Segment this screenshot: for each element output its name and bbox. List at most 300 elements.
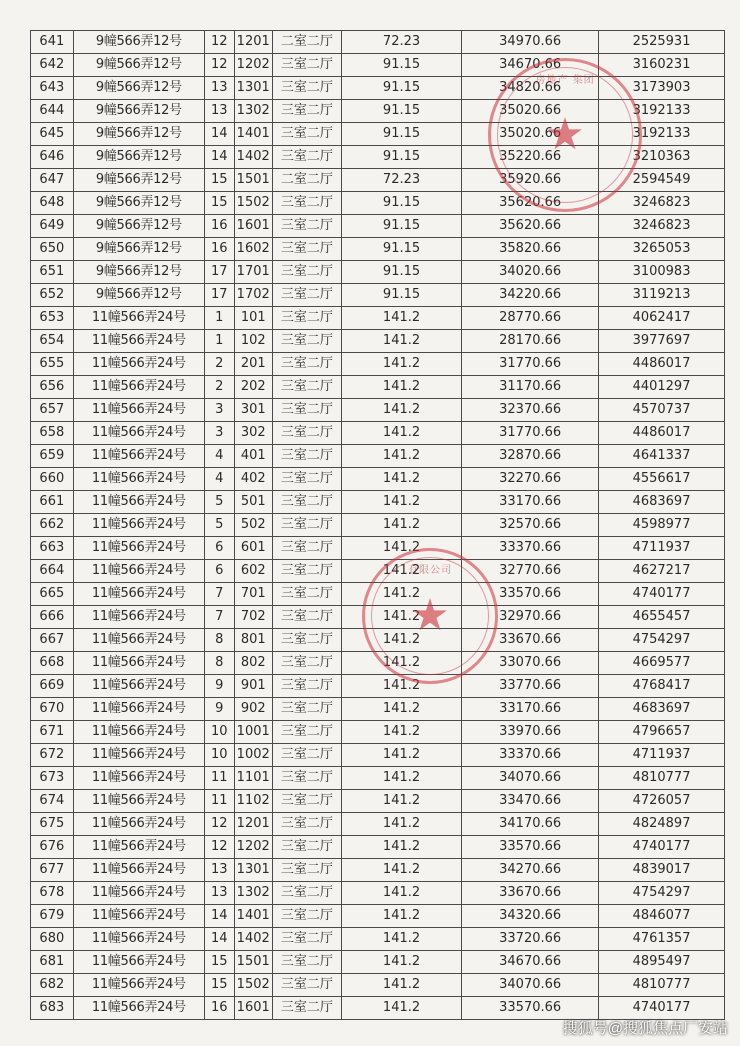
building-address-cell: 11幢566弄24号 [73,951,204,974]
area-cell: 141.2 [341,537,461,560]
company-seal-middle-text: 有限公司 [408,565,452,576]
layout-type-cell: 三室二厅 [272,652,341,675]
room-number-cell: 1101 [234,767,272,790]
total-price-cell: 4683697 [599,698,725,721]
total-price-cell: 4683697 [599,491,725,514]
table-row [31,744,725,767]
unit-price-cell: 33170.66 [462,698,599,721]
total-price-cell: 4627217 [599,560,725,583]
total-price-cell: 4796657 [599,721,725,744]
area-cell: 72.23 [341,31,461,54]
floor-cell: 14 [205,146,235,169]
table-row [31,629,725,652]
layout-type-cell: 三室二厅 [272,422,341,445]
total-price-cell: 4711937 [599,537,725,560]
floor-cell: 7 [205,606,235,629]
room-number-cell: 401 [234,445,272,468]
building-address-cell: 11幢566弄24号 [73,813,204,836]
total-price-cell: 4669577 [599,652,725,675]
room-number-cell: 501 [234,491,272,514]
area-cell: 141.2 [341,307,461,330]
table-row [31,376,725,399]
layout-type-cell: 三室二厅 [272,813,341,836]
room-number-cell: 1201 [234,813,272,836]
total-price-cell: 3119213 [599,284,725,307]
floor-cell: 10 [205,721,235,744]
total-price-cell: 4401297 [599,376,725,399]
area-cell: 91.15 [341,192,461,215]
floor-cell: 12 [205,31,235,54]
unit-price-cell: 33170.66 [462,491,599,514]
room-number-cell: 1401 [234,123,272,146]
layout-type-cell: 三室二厅 [272,859,341,882]
table-row [31,215,725,238]
table-row [31,353,725,376]
total-price-cell: 3173903 [599,77,725,100]
total-price-cell: 3192133 [599,123,725,146]
table-row [31,192,725,215]
unit-price-cell: 35620.66 [462,192,599,215]
unit-price-cell: 33370.66 [462,744,599,767]
row-number-cell: 683 [31,997,74,1020]
floor-cell: 3 [205,399,235,422]
area-cell: 141.2 [341,882,461,905]
layout-type-cell: 三室二厅 [272,330,341,353]
row-number-cell: 657 [31,399,74,422]
unit-price-cell: 33470.66 [462,790,599,813]
total-price-cell: 4486017 [599,353,725,376]
area-cell: 141.2 [341,399,461,422]
table-row [31,560,725,583]
unit-price-cell: 35620.66 [462,215,599,238]
unit-price-cell: 34070.66 [462,767,599,790]
layout-type-cell: 三室二厅 [272,560,341,583]
area-cell: 141.2 [341,353,461,376]
total-price-cell: 3265053 [599,238,725,261]
area-cell: 141.2 [341,721,461,744]
layout-type-cell: 二室二厅 [272,169,341,192]
unit-price-cell: 31770.66 [462,353,599,376]
room-number-cell: 1302 [234,882,272,905]
table-row [31,54,725,77]
table-row [31,445,725,468]
building-address-cell: 11幢566弄24号 [73,997,204,1020]
table-row [31,514,725,537]
room-number-cell: 302 [234,422,272,445]
table-row [31,422,725,445]
area-cell: 141.2 [341,767,461,790]
area-cell: 91.15 [341,100,461,123]
layout-type-cell: 三室二厅 [272,997,341,1020]
row-number-cell: 643 [31,77,74,100]
total-price-cell: 4754297 [599,882,725,905]
floor-cell: 13 [205,859,235,882]
room-number-cell: 1001 [234,721,272,744]
table-row [31,169,725,192]
layout-type-cell: 三室二厅 [272,951,341,974]
unit-price-cell: 32870.66 [462,445,599,468]
building-address-cell: 11幢566弄24号 [73,698,204,721]
unit-price-cell: 33670.66 [462,629,599,652]
row-number-cell: 674 [31,790,74,813]
layout-type-cell: 三室二厅 [272,468,341,491]
total-price-cell: 4824897 [599,813,725,836]
company-seal-top-text: 房地产 集团 [535,75,595,86]
floor-cell: 14 [205,905,235,928]
row-number-cell: 668 [31,652,74,675]
area-cell: 141.2 [341,491,461,514]
building-address-cell: 11幢566弄24号 [73,445,204,468]
row-number-cell: 676 [31,836,74,859]
area-cell: 141.2 [341,744,461,767]
floor-cell: 15 [205,951,235,974]
unit-price-cell: 35020.66 [462,123,599,146]
building-address-cell: 11幢566弄24号 [73,353,204,376]
area-cell: 141.2 [341,445,461,468]
table-row [31,238,725,261]
area-cell: 141.2 [341,629,461,652]
total-price-cell: 4895497 [599,951,725,974]
floor-cell: 16 [205,238,235,261]
floor-cell: 11 [205,790,235,813]
building-address-cell: 11幢566弄24号 [73,468,204,491]
building-address-cell: 11幢566弄24号 [73,905,204,928]
floor-cell: 16 [205,215,235,238]
area-cell: 141.2 [341,813,461,836]
room-number-cell: 802 [234,652,272,675]
unit-price-cell: 34170.66 [462,813,599,836]
row-number-cell: 647 [31,169,74,192]
floor-cell: 3 [205,422,235,445]
building-address-cell: 11幢566弄24号 [73,537,204,560]
layout-type-cell: 三室二厅 [272,77,341,100]
total-price-cell: 3977697 [599,330,725,353]
layout-type-cell: 三室二厅 [272,215,341,238]
floor-cell: 2 [205,353,235,376]
layout-type-cell: 三室二厅 [272,100,341,123]
room-number-cell: 101 [234,307,272,330]
table-row [31,905,725,928]
building-address-cell: 11幢566弄24号 [73,767,204,790]
row-number-cell: 654 [31,330,74,353]
total-price-cell: 4754297 [599,629,725,652]
star-icon: ★ [545,109,585,160]
room-number-cell: 801 [234,629,272,652]
room-number-cell: 1201 [234,31,272,54]
floor-cell: 2 [205,376,235,399]
room-number-cell: 1402 [234,146,272,169]
area-cell: 141.2 [341,376,461,399]
unit-price-cell: 33570.66 [462,997,599,1020]
building-address-cell: 11幢566弄24号 [73,744,204,767]
room-number-cell: 202 [234,376,272,399]
area-cell: 141.2 [341,468,461,491]
floor-cell: 15 [205,169,235,192]
table-row [31,123,725,146]
row-number-cell: 673 [31,767,74,790]
total-price-cell: 4598977 [599,514,725,537]
building-address-cell: 9幢566弄12号 [73,146,204,169]
area-cell: 141.2 [341,790,461,813]
building-address-cell: 11幢566弄24号 [73,583,204,606]
table-row [31,537,725,560]
room-number-cell: 1501 [234,169,272,192]
unit-price-cell: 28770.66 [462,307,599,330]
area-cell: 141.2 [341,974,461,997]
layout-type-cell: 二室二厅 [272,31,341,54]
row-number-cell: 680 [31,928,74,951]
total-price-cell: 4062417 [599,307,725,330]
room-number-cell: 901 [234,675,272,698]
floor-cell: 12 [205,836,235,859]
area-cell: 91.15 [341,123,461,146]
floor-cell: 6 [205,560,235,583]
table-row [31,261,725,284]
unit-price-cell: 32770.66 [462,560,599,583]
area-cell: 91.15 [341,77,461,100]
room-number-cell: 1002 [234,744,272,767]
total-price-cell: 4740177 [599,997,725,1020]
building-address-cell: 11幢566弄24号 [73,652,204,675]
table-row [31,100,725,123]
floor-cell: 5 [205,514,235,537]
total-price-cell: 4486017 [599,422,725,445]
row-number-cell: 653 [31,307,74,330]
unit-price-cell: 34020.66 [462,261,599,284]
floor-cell: 11 [205,767,235,790]
room-number-cell: 1602 [234,238,272,261]
table-row [31,284,725,307]
area-cell: 91.15 [341,238,461,261]
table-row [31,77,725,100]
layout-type-cell: 三室二厅 [272,192,341,215]
area-cell: 141.2 [341,583,461,606]
row-number-cell: 646 [31,146,74,169]
total-price-cell: 3246823 [599,192,725,215]
floor-cell: 17 [205,284,235,307]
row-number-cell: 661 [31,491,74,514]
layout-type-cell: 三室二厅 [272,307,341,330]
layout-type-cell: 三室二厅 [272,284,341,307]
unit-price-cell: 33570.66 [462,836,599,859]
layout-type-cell: 三室二厅 [272,537,341,560]
total-price-cell: 4810777 [599,974,725,997]
building-address-cell: 9幢566弄12号 [73,31,204,54]
floor-cell: 12 [205,54,235,77]
layout-type-cell: 三室二厅 [272,905,341,928]
building-address-cell: 9幢566弄12号 [73,261,204,284]
unit-price-cell: 35020.66 [462,100,599,123]
row-number-cell: 662 [31,514,74,537]
unit-price-cell: 32270.66 [462,468,599,491]
unit-price-cell: 31770.66 [462,422,599,445]
area-cell: 141.2 [341,422,461,445]
floor-cell: 13 [205,100,235,123]
building-address-cell: 9幢566弄12号 [73,54,204,77]
row-number-cell: 666 [31,606,74,629]
row-number-cell: 651 [31,261,74,284]
layout-type-cell: 三室二厅 [272,698,341,721]
room-number-cell: 1302 [234,100,272,123]
building-address-cell: 9幢566弄12号 [73,77,204,100]
layout-type-cell: 三室二厅 [272,376,341,399]
total-price-cell: 4641337 [599,445,725,468]
room-number-cell: 1102 [234,790,272,813]
room-number-cell: 301 [234,399,272,422]
row-number-cell: 656 [31,376,74,399]
table-row [31,675,725,698]
floor-cell: 15 [205,974,235,997]
floor-cell: 17 [205,261,235,284]
row-number-cell: 682 [31,974,74,997]
building-address-cell: 11幢566弄24号 [73,882,204,905]
total-price-cell: 4740177 [599,836,725,859]
floor-cell: 9 [205,698,235,721]
building-address-cell: 11幢566弄24号 [73,514,204,537]
floor-cell: 7 [205,583,235,606]
building-address-cell: 9幢566弄12号 [73,238,204,261]
building-address-cell: 9幢566弄12号 [73,284,204,307]
building-address-cell: 11幢566弄24号 [73,376,204,399]
layout-type-cell: 三室二厅 [272,836,341,859]
total-price-cell: 4810777 [599,767,725,790]
building-address-cell: 9幢566弄12号 [73,192,204,215]
floor-cell: 15 [205,192,235,215]
unit-price-cell: 33070.66 [462,652,599,675]
table-row [31,721,725,744]
total-price-cell: 3160231 [599,54,725,77]
room-number-cell: 701 [234,583,272,606]
total-price-cell: 4556617 [599,468,725,491]
layout-type-cell: 三室二厅 [272,629,341,652]
area-cell: 141.2 [341,928,461,951]
total-price-cell: 4726057 [599,790,725,813]
floor-cell: 14 [205,123,235,146]
building-address-cell: 11幢566弄24号 [73,974,204,997]
room-number-cell: 1301 [234,77,272,100]
room-number-cell: 502 [234,514,272,537]
unit-price-cell: 35820.66 [462,238,599,261]
total-price-cell: 2525931 [599,31,725,54]
building-address-cell: 9幢566弄12号 [73,169,204,192]
row-number-cell: 667 [31,629,74,652]
room-number-cell: 1702 [234,284,272,307]
floor-cell: 4 [205,445,235,468]
row-number-cell: 642 [31,54,74,77]
unit-price-cell: 34670.66 [462,951,599,974]
layout-type-cell: 三室二厅 [272,261,341,284]
table-row [31,606,725,629]
area-cell: 91.15 [341,146,461,169]
layout-type-cell: 三室二厅 [272,54,341,77]
unit-price-cell: 31170.66 [462,376,599,399]
room-number-cell: 601 [234,537,272,560]
price-list-table [30,30,725,1020]
floor-cell: 13 [205,77,235,100]
building-address-cell: 11幢566弄24号 [73,629,204,652]
area-cell: 91.15 [341,261,461,284]
row-number-cell: 645 [31,123,74,146]
row-number-cell: 665 [31,583,74,606]
row-number-cell: 679 [31,905,74,928]
floor-cell: 13 [205,882,235,905]
building-address-cell: 9幢566弄12号 [73,215,204,238]
area-cell: 141.2 [341,514,461,537]
building-address-cell: 9幢566弄12号 [73,123,204,146]
total-price-cell: 4768417 [599,675,725,698]
room-number-cell: 1202 [234,836,272,859]
price-list-body [31,31,725,1020]
room-number-cell: 1502 [234,974,272,997]
unit-price-cell: 28170.66 [462,330,599,353]
table-row [31,767,725,790]
floor-cell: 4 [205,468,235,491]
total-price-cell: 4740177 [599,583,725,606]
row-number-cell: 648 [31,192,74,215]
unit-price-cell: 34270.66 [462,859,599,882]
table-row [31,583,725,606]
building-address-cell: 11幢566弄24号 [73,422,204,445]
area-cell: 141.2 [341,330,461,353]
unit-price-cell: 33770.66 [462,675,599,698]
room-number-cell: 102 [234,330,272,353]
table-row [31,790,725,813]
layout-type-cell: 三室二厅 [272,767,341,790]
unit-price-cell: 35920.66 [462,169,599,192]
layout-type-cell: 三室二厅 [272,146,341,169]
room-number-cell: 1601 [234,215,272,238]
room-number-cell: 902 [234,698,272,721]
source-watermark: 搜狐号@搜狐焦点厂安站 [562,1020,728,1037]
area-cell: 141.2 [341,997,461,1020]
layout-type-cell: 三室二厅 [272,491,341,514]
layout-type-cell: 三室二厅 [272,123,341,146]
row-number-cell: 669 [31,675,74,698]
room-number-cell: 1501 [234,951,272,974]
table-row [31,928,725,951]
table-row [31,836,725,859]
total-price-cell: 4655457 [599,606,725,629]
table-row [31,491,725,514]
room-number-cell: 201 [234,353,272,376]
building-address-cell: 9幢566弄12号 [73,100,204,123]
room-number-cell: 1401 [234,905,272,928]
floor-cell: 14 [205,928,235,951]
table-row [31,307,725,330]
area-cell: 141.2 [341,698,461,721]
room-number-cell: 702 [234,606,272,629]
layout-type-cell: 三室二厅 [272,744,341,767]
row-number-cell: 681 [31,951,74,974]
floor-cell: 12 [205,813,235,836]
table-row [31,882,725,905]
layout-type-cell: 三室二厅 [272,606,341,629]
room-number-cell: 602 [234,560,272,583]
total-price-cell: 2594549 [599,169,725,192]
total-price-cell: 4711937 [599,744,725,767]
row-number-cell: 649 [31,215,74,238]
unit-price-cell: 34220.66 [462,284,599,307]
floor-cell: 5 [205,491,235,514]
row-number-cell: 659 [31,445,74,468]
unit-price-cell: 34320.66 [462,905,599,928]
table-row [31,698,725,721]
building-address-cell: 11幢566弄24号 [73,721,204,744]
area-cell: 91.15 [341,215,461,238]
total-price-cell: 4761357 [599,928,725,951]
area-cell: 141.2 [341,859,461,882]
unit-price-cell: 34820.66 [462,77,599,100]
